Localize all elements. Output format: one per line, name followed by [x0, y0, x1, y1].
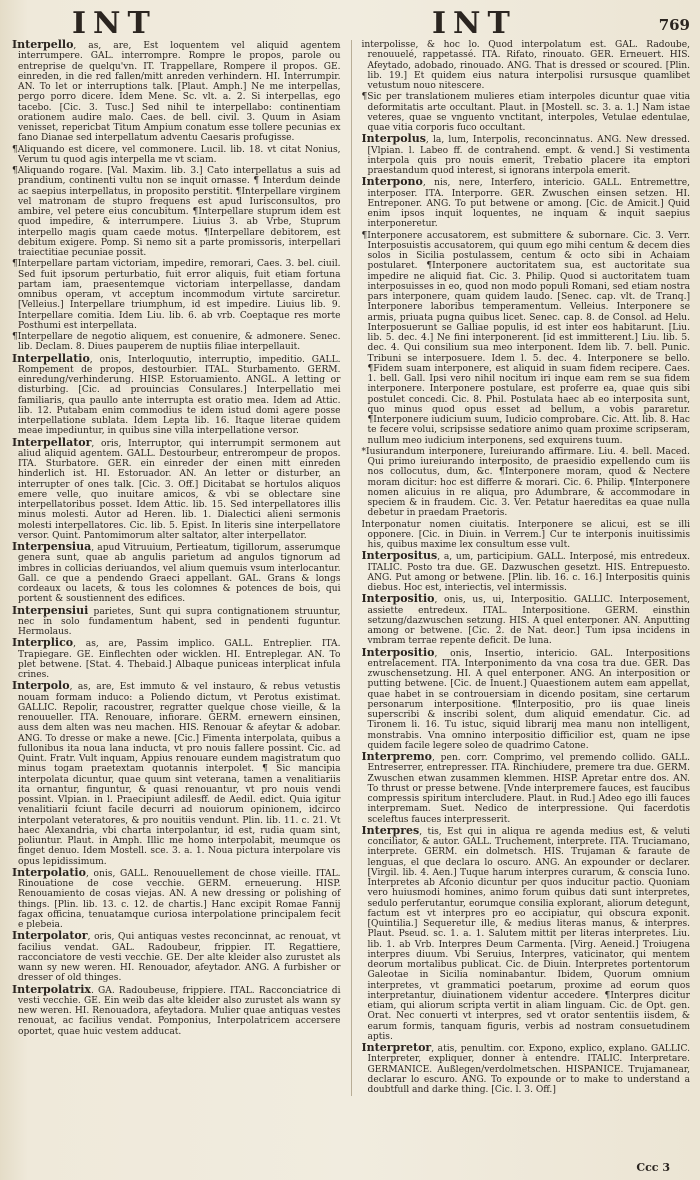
entry-headword: Interpono — [361, 175, 423, 189]
entry-text: , a, um, participium. GALL. Interposé, mis entredeux. ITALIC. Posto tra due. GE. Dazwuschen gesetzt. HIS. Entrepuesto. ANG. Put among or betwene. [Plin. lib. 16. c. 16.] Interpositis quinis diebus. Hoc est, interiectis, vel intermissis. — [367, 552, 691, 593]
dictionary-entry — [362, 447, 691, 519]
dictionary-entry — [362, 40, 691, 91]
entry-headword: Interpolo — [12, 679, 70, 693]
entry-text: , onis, Interloquutio, interruptio, impeditio. GALL. Rompement de propos, destourbier. ITAL. Sturbamento. GERM. einredung/verhinderung. HISP. Estoruamiento. ANGL. A letting or disturbing. [Cic. ad prouincias Consulares.] Interpellatio mei familiaris, qua paullo ante interrupta est oratio mea. Idem ad Attic. lib. 12. Putabam enim commodius te idem istud domi agere posse interpellatione sublata. Idem Lepta lib. 16. Itaque literae quidem meae impediuntur, in quibus sine villa interpellatione versor. — [18, 354, 341, 437]
two-column-body — [12, 40, 690, 1096]
entry-text: , as, are, Passim implico. GALL. Entreplier. ITA. Trapiegare. GE. Einflechten oder wicklen. HI. Entreplegar. AN. To plet betwene. [Stat. 4. Thebaid.] Albaque puniceas interplicat infula crines. — [18, 639, 341, 680]
entry-headword: Interpellatio — [12, 351, 90, 365]
dictionary-entry — [362, 551, 691, 593]
entry-text: ¶Aliquando rogare. [Val. Maxim. lib. 3.] Cato interpellatus a suis ad prandium, continenti vultu non se inquit ornasse. ¶ Interdum deinde ac saepius interpellatus, in proposito perstitit. ¶Interpellare virginem vel matronam de stupro frequens est apud Iurisconsultos, pro ambire, vel petere eius concubitum. ¶Interpellare stuprum idem est quod impedire, & interrumpere. Liuius 3. ab Vrbe, Stuprum interpello magis quam caede motus. ¶Interpellare debitorem, est debitum exigere. Pomp. Si nemo sit a parte promissoris, interpellari traiectitiae pecuniae possit. — [12, 166, 341, 258]
dictionary-entry — [362, 520, 691, 551]
entry-headword: Interpres — [361, 823, 420, 837]
entry-headword: Interpellator — [12, 435, 92, 449]
entry-headword: Interpositio — [361, 645, 435, 659]
dictionary-entry — [362, 134, 691, 176]
dictionary-entry — [362, 1043, 691, 1095]
entry-text: ¶Interpellare partam victoriam, impedire, remorari, Caes. 3. bel. ciuil. Sed fuit ipsorum perturbatio, fuit error aliquis, fuit etiam fortuna partam iam, praesentemque victoriam interpellasse, dandam omnibus operam, vt acceptum incommodum virtute sarciretur. [Velleius.] Interpellare triumphum, id est impedire. Liuius lib. 9. Interpellare comitia. Idem Liu. lib. 6. ab vrb. Coeptaque res morte Posthumi est interpellata. — [12, 259, 341, 331]
entry-text: , pen. corr. Comprimo, vel premendo collido. GALL. Entreserrer, entrepresser. ITA. Rinchiudere, premere tra due. GERM. Zwuschen etwan zusammen klemmen. HISP. Apretar entre dos. AN. To thrust or presse betwene. [Vnde interpremere fauces, est faucibus compressis spiritum intercludere. Plaut. in Rud.] Adeo ego illi fauces interpremam. Suet. Nedico de interpressione. Qui facerdotis sceleftus fauces interpresserit. — [367, 753, 691, 825]
dictionary-entry — [12, 40, 341, 144]
dictionary-entry — [362, 752, 691, 825]
entry-text: , nis, nere, Interfero, intericio. GALL. Entremettre, interposer. ITA. Interporre. GER. Zwuschen einsen setzen. HI. Entreponer. ANG. To put betwene or among. [Cic. de Amicit.] Quid enim ipsos inquit loquentes, ne inquam & inquit saepius interponeretur. — [367, 178, 691, 230]
dictionary-entry — [12, 166, 341, 258]
entry-text: , apud Vitruuium, Pertieatum, tigillorum, asserumque genera sunt, quae ab angulis parietum ad angulos tignorum ad imbres in collicias deriuandos, vel alium quemuis vsum interlocantur. Gall. ce que a pendendo Graeci appellant. GAL. Grans & longs cordeaux ou lacets, & tous les colomnes & potences de bois, qui portent & soustiennent des edifices. — [18, 543, 341, 605]
entry-headword: Interpolatio — [12, 865, 86, 879]
entry-headword: Interpretor — [361, 1041, 432, 1054]
entry-text: Interponatur nomen ciuitatis. Interponere se alicui, est se illi opponere. [Cic. in Diuin. in Verrem.] Cur te interponis inuitissimis his, quibus maxime lex consultum esse vult. — [361, 519, 691, 550]
entry-headword: Interpositio — [361, 592, 435, 606]
dictionary-entry — [12, 542, 341, 605]
dictionary-entry — [12, 332, 341, 353]
dictionary-entry — [362, 177, 691, 229]
dictionary-entry — [362, 594, 691, 646]
dictionary-entry — [12, 351, 341, 437]
dictionary-entry — [362, 92, 691, 133]
dictionary-entry — [12, 982, 341, 1037]
entry-headword: Interpensiui — [12, 603, 89, 617]
header-left-word: INT — [72, 6, 157, 41]
entry-text: , onis, Insertio, intericio. GAL. Interpositions entrelacement. ITA. Interponimento da vna cosa tra due. GER. Das zwuschensetzung. HI. A quel enterponer. ANG. An interposition or putting betwene. [Cic. de Inuent.] Quaestionem autem eam appellat, quae habet in se controuersiam in dicendo positam, sine certarum personarum interpositione. ¶Interpositio, pro iis quae lineis superscribi & inscribi solent, dum aliquid emendatur. Cic. ad Tironem li. 16. Tu istuc, siquid librarij mea manu non intelligent, monstrabis. Vna omnino interpositio difficilior est, quam ne ipse quidem facile legere soleo de quadrimo Catone. — [367, 648, 691, 751]
entry-text: parietes, Sunt qui supra contignationem struuntur, nec in solo fundamentum habent, sed in pendenti fuguntur. Hermolaus. — [18, 606, 341, 637]
entry-text: ¶Interponere accusatorem, est submittere & subornare. Cic. 3. Verr. Interposuistis accusatorem, qui quum ego mihi centum & decem dies solos in Sicilia postulassem, centum & octo sibi in Achaiam postularet. ¶Interponere auctoritatem sua, est auctoritate sua impedire ne aliquid fiat. Cic. 3. Philip. Quod si auctoritatem tuam interposuisses in eo, quod non modo populi Romani, sed etiam nostra pars interponere, quam quidem laudo. [Senec. cap. vlt. de Tranq.] Interponere laboribus temperamentum. Velleius. Interponere se armis, priuata pugna quibus licet. Senec. cap. 8. de Consol. ad Helu. Interposuerunt se Galliae populis, id est inter eos habitarunt. [Liu. lib. 5. dec. 4.] Ne fini interponerent. [id est immitterent.] Liu. lib. 5. dec. 4. Qui consilium sua meo interponent. Idem lib. 7. bell. Punic. Tribuni se interposuere. Idem l. 5. dec. 4. Interponere se bello. ¶Fidem suam interponere, est aliquid in suam fidem recipere. Caes. 1. bell. Gall. Ipsi vero nihil nocitum iri inque eam rem se sua fidem interponere. Interponere postulare, est proferre ea, quae quis sibi postulet concedi. Cic. 8. Phil. Postulata haec ab eo interposita sunt, quo minus quod opus esset ad bellum, a vobis pararetur. ¶Interponere iudicium suum, Iudicio comprobare. Cic. Att. lib. 8. Hac te fecere volui, scripsisse sedatiore animo quam proxime scripseram, nullum meo iudicium interponens, sed exquirens tuum. — [361, 230, 691, 446]
dictionary-entry — [361, 645, 691, 752]
entry-text: . GA. Radoubeuse, frippiere. ITAL. Racconciatrice di vesti vecchie. GE. Ein weib das alte kleider also zurustet als wann sy new weren. HI. Renouadora, afeytadora. Mulier quae antiquas vestes renouat, ac facilius vendat. Pomponius, Interpolatricem accersere oportet, quae huic vestem adducat. — [18, 985, 341, 1037]
dictionary-entry — [362, 231, 691, 446]
entry-text: ¶Sic per translationem mulieres etiam interpoles dicuntur quae vitia deformitatis arte occultant. Plaut. in [Mostell. sc. 3. a. 1.] Nam istae veteres, quae se vnguento vnctitant, interpoles, Vetulae edentulae, quae vitia corporis fuco occultant. — [361, 92, 691, 133]
running-header — [12, 6, 690, 40]
entry-text: , oris, Qui antiquas vestes reconcinnat, ac renouat, vt facilius vendat. GAL. Radoubeur, frippier. IT. Regattiere, racconciatore de vesti vecchie. GE. Der alte kleider also zurustet als wann sy new weren. HI. Renouador, afeytador. ANG. A furbisher or dresser of old thinges. — [18, 932, 341, 984]
entry-headword: Interpensiua — [12, 540, 92, 553]
entry-text: , as, are, Est loquentem vel aliquid agentem interrumpere. GAL. interrompre. Rompre le propos, parole ou entreprise de quelqu'vn. IT. Trappellare, Rompere il propos. GE. einreden, in die red fallen/mitt anreden verhindern. HI. Interrumpir. AN. To let or interruptions talk. [Plaut. Amph.] Ne me interpellas, pergo porro dicere. Idem Mene. Sc. vlt. a. 2. Si interpellas, ego tacebo. [Cic. 3. Tusc.] Sed nihil te interpellabo: continentiam orationem audire malo. Caes. de bell. civil. 3. Quum in Asiam venisset, repericbat Titum Ampium conatum esse tollere pecunias ex fano Dianae sed interpellatum adventu Caesaris profugisse. — [18, 41, 341, 144]
dictionary-entry — [12, 603, 341, 638]
entry-headword: Interpolatrix — [12, 982, 91, 996]
header-right-word: INT — [432, 6, 517, 41]
entry-headword: Interpremo — [361, 750, 432, 763]
entry-text: interpolisse, & hoc lo. Quod interpolatum est. GAL. Radoube, renouuelé, rappetassé. ITA. Rifato, rinouato. GER. Erneuert. HIS. Afeytado, adobado, rinouado. ANG. That is dressed or scoured. [Plin. lib. 19.] Et quidem eius natura interpolisi rursusque quamlibet vetustum nouo nitescere. — [361, 40, 691, 91]
page-number: 769 — [658, 16, 690, 34]
entry-headword: Interpositus — [361, 549, 438, 563]
entry-headword: Interplico — [12, 636, 74, 650]
entry-text: , tis, Est qui in aliqua re agenda medius est, & veluti conciliator, & autor. GALL. Truchement, interprete. ITA. Truciamano, interprete. GERM. ein dolmetsch. HIS. Trujaman & faraute de lenguas, el que declara lo oscuro. ANG. An expounder or declarer. [Virgil. lib. 4. Aen.] Tuque harum interpres curarum, & conscia Iuno. Interpretes ab Afconio dicuntur per quos inducitur pactio. Quoniam vero huiusmodi homines, animo forum quibus dati sunt interpretes, sedulo perferutantur, eorumque consilia explorant, aliorum detegunt, factum est vt interpres pro eo accipiatur, qui obscura exponit. [Quintilia.] Sequeretur ille, & medius literas manus, & interpres. Plaut. Pseud. sc. 1. a. 1. Salutem mittit per literas interpretes. Liu. lib. 1. ab Vrb. Interpres Deum Carmenta. [Virg. Aeneid.] Troiugena interpres diuum. Vbi Seruius, Interpres, vaticinator, qui mentem deorum mortalibus publicat. Cic. de Diuin. Interpretes portentorum Galeotae in Sicilia nominabantur. Ibidem, Quorum omnium interpretes, vt grammatici poetarum, proxime ad eorum quos interpretantur, diuinationem videntur accedere. ¶Interpres dicitur etiam, qui aliorum scripta vertit in aliam linguam. Cic. de Opt. gen. Orat. Nec conuerti vt interpres, sed vt orator sententiis iisdem, & earum formis, tanquam figuris, verbis ad nostram consuetudinem aptis. — [367, 826, 691, 1042]
entry-text: , atis, penultim. cor. Expono, explico, explano. GALLIC. Interpreter, expliquer, donner à entendre. ITALIC. Interpretare. GERMANICE. Außlegen/verdolmetschen. HISPANICE. Trujamanear, declarar lo escuro. ANG. To expounde or to make to understand a doubtfull and darke thing. [Cic. l. 3. Off.] — [367, 1044, 691, 1095]
column-divider — [351, 40, 352, 1096]
dictionary-entry — [12, 259, 341, 331]
entry-text: , oris, Interruptor, qui interrumpit sermonem aut aliud aliquid agentem. GALL. Destourbeur, entrerompeur de propos. ITA. Sturbatore. GER. ein einreder der einen mitt einreden hinderlich ist. HI. Estoruador. AN. An letter or disturber, an interrupter of ones talk. [Cic. 3. Off.] Dicitabat se hortulos aliquos emere velle, quo inuitare amicos, & vbi se oblectare sine interpellatoribus posset. Idem Attic. lib. 15. Sed interpellatores illis minus molesti. Autor ad Heren. lib. 1. Dialectici alieni sermonis molesti interpellatores. Cic. lib. 5. Epist. In literis sine interpellatore versor. Quint. Pantomimorum alter saltator, alter interpellator. — [18, 438, 341, 541]
entry-text: , as, are, Est immuto & vel instauro, & rebus vetustis nouam formam induco: a Poliendo dictum, vt Perotus existimat. GALLIC. Repolir, racoustrer, regratter quelque chose vieille, & la renouueller. ITA. Renouare, infiorare. GERM. ernewern einsinen, auss dem alten was neu machen. HIS. Renouar & afeytar & adobar. ANG. To dresse or make a newe. [Cic.] Fimenta interpolata, quibus a fullonibus ita noua lana inducta, vt pro nouis fallere possint. Cic. ad Quint. Fratr. Vult inquam, Appius renouare eundem magistratum quo minus togam praetextam quotannis interpolet. ¶ Sic mancipia interpolata dicuntur, quae quum sint veterana, tamen a venalitiariis ita ornantur, finguntur, & quasi renouantur, vt pro nouis vendi possint. Vlpian. in l. Praecipiunt adilesff. de Aedil. edict. Quia igitur venalitiarii fciunt facile decurri ad nouiorum opinionem, idcirco interpolant veteratores, & pro nouitiis vendunt. Plin. lib. 11. c. 21. Vt haec Alexandria, vbi charta interpolantur, id est, rudia quam sint, poliuntur. Plaut. in Amph. Illic me homo interpolabit, meumque os finget denuo. Idem Mostell. sce. 3. a. 1. Noua pictura interpolare vis opus lepidissimum. — [18, 682, 341, 867]
entry-text: , la, lum, Interpolis, reconcinnatus. ANG. New dressed. [Vlpian. l. Labeo ff. de contrahend. empt. & vend.] Si vestimenta interpola quis pro nouis emerit, Trebatio placere ita emptori praestandum quod interest, si ignorans interpola emerit. — [367, 135, 691, 176]
left-column — [12, 40, 341, 1096]
entry-headword: Interpolator — [12, 929, 88, 943]
right-column — [362, 40, 691, 1096]
entry-text: ¶Aliquando est dicere, vel commonere. Lucil. lib. 18. vt citat Nonius, Verum tu quod agis interpella me vt sciam. — [12, 144, 341, 165]
entry-text: ¶Interpellare de negotio aliquem, est conuenire, & admonere. Senec. lib. Declam. 8. Diues pauperem de nuptiis filiae interpellauit. — [12, 332, 341, 353]
dictionary-entry — [12, 931, 341, 983]
entry-headword: Interpolus — [361, 132, 426, 146]
dictionary-entry — [12, 638, 341, 680]
entry-headword: Interpello — [12, 38, 74, 51]
dictionary-entry — [12, 865, 341, 931]
dictionary-entry — [361, 823, 691, 1042]
entry-text: , onis, us, ui, Interpositio. GALLIC. Interposement, assiette entredeux. ITAL. Interpositione. GERM. einsthin setzung/dazwuschen setzung. HIS. A quel enterponer. AN. Anputting among or betwene. [Cic. 2. de Nat. deor.] Tum ipsa incidens in vmbram terrae repente deficit. De luna. — [367, 595, 691, 647]
dictionary-entry — [12, 145, 341, 166]
dictionary-entry — [12, 435, 341, 542]
dictionary-entry — [12, 681, 341, 867]
signature-mark: Ccc 3 — [636, 1161, 670, 1174]
entry-text: , onis, GALL. Renouuellement de chose vieille. ITAL. Rinouatione de cose vecchie. GERM. erneuerung. HISP. Renouamiento de cosas viejas. AN. A new dressing or polishing of things. [Plin. lib. 13. c. 12. de chartis.] Hanc excipit Romae Fannij fagax officina, tenuatamque curiosa interpolatione principalem fecit e plebeia. — [18, 868, 341, 930]
entry-text: *Iusiurandum interponere, Iureiurando affirmare. Liu. 4. bell. Maced. Qui primo iureiurando interposito, de praesidio expellendo cum iis nos collocutus, dum, &c. ¶Interponere moram, quod & Nectere moram dicitur: hoc est differre & morari. Cic. 6. Philip. ¶Interponere nomen alicuius in re aliqua, pro Adumbrare, & accommodare in speciem & in fraudem. Cic. 3. Ver. Petatur haereditas ea quae nulla debetur in praedam Praetoris. — [361, 446, 691, 519]
